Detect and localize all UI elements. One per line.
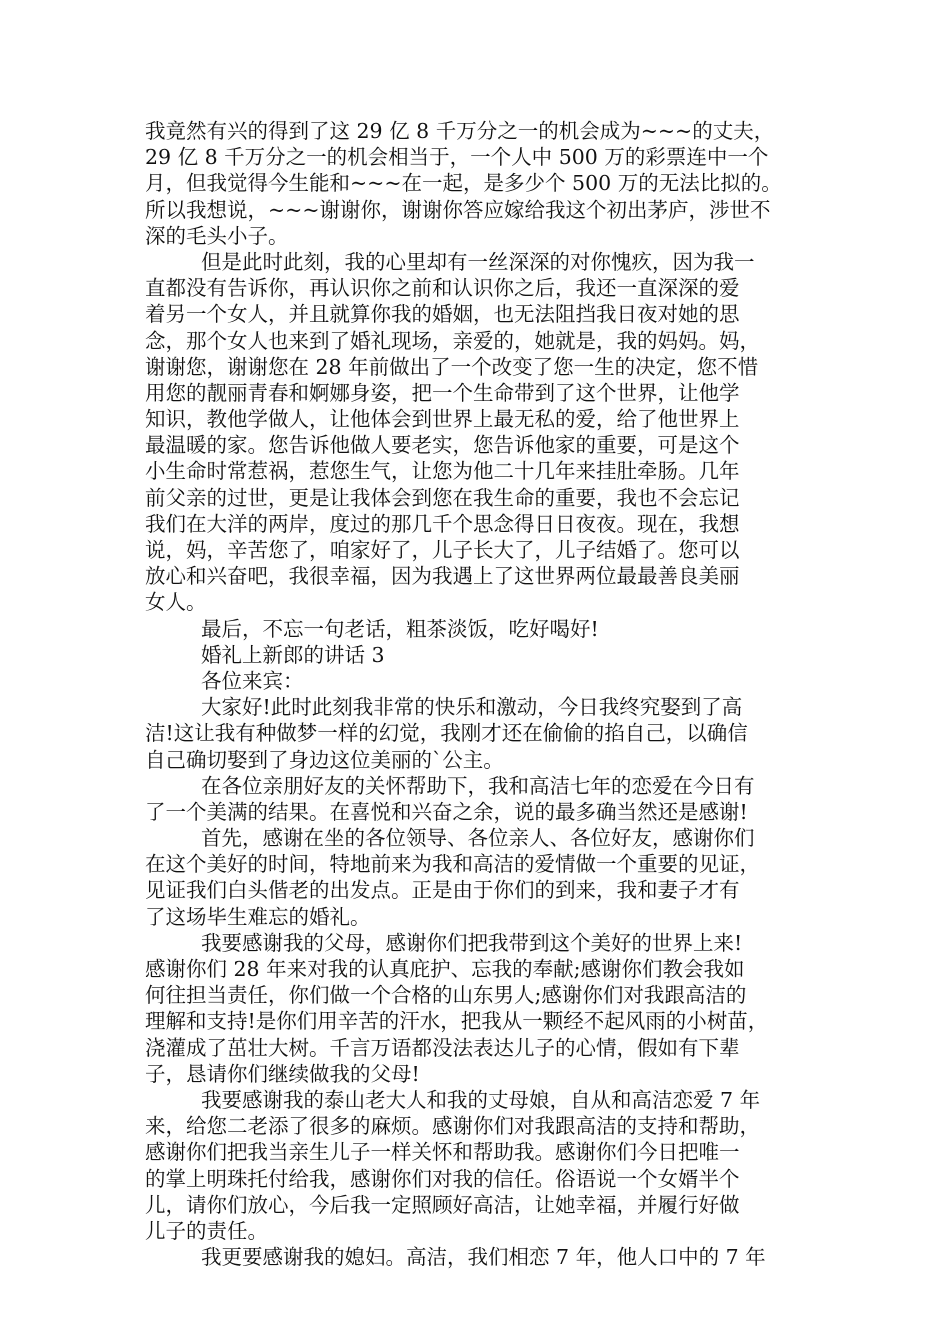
text-line: 前父亲的过世，更是让我体会到您在我生命的重要，我也不会忘记 [145,485,740,510]
text-line: 大家好!此时此刻我非常的快乐和激动，今日我终究娶到了高 [201,695,743,720]
text-line: 儿子的责任。 [145,1218,268,1243]
text-line: 我们在大洋的两岸，度过的那几千个思念得日日夜夜。现在，我想 [145,511,740,536]
text-line: 了这场毕生难忘的婚礼。 [145,904,371,929]
text-line: 所以我想说，~~~谢谢你，谢谢你答应嫁给我这个初出茅庐，涉世不 [145,197,771,222]
text-line: 深的毛头小子。 [145,223,289,248]
text-line: 见证我们白头偕老的出发点。正是由于你们的到来，我和妻子才有 [145,878,740,903]
text-line: 理解和支持!是你们用辛苦的汗水，把我从一颗经不起风雨的小树苗， [145,1009,769,1034]
text-line: 儿，请你们放心，今后我一定照顾好高洁，让她幸福，并履行好做 [145,1192,740,1217]
text-line: 在这个美好的时间，特地前来为我和高洁的爱情做一个重要的见证， [145,852,760,877]
text-line: 浇灌成了茁壮大树。千言万语都没法表达儿子的心情，假如有下辈 [145,1035,740,1060]
text-line: 自己确切娶到了身边这位美丽的`公主。 [145,747,504,772]
text-line: 但是此时此刻，我的心里却有一丝深深的对你愧疚，因为我一 [201,249,755,274]
text-line: 知识，教他学做人，让他体会到世界上最无私的爱，给了他世界上 [145,407,740,432]
text-line: 最后，不忘一句老话，粗茶淡饭，吃好喝好! [201,616,599,641]
document-body [145,118,810,1270]
text-line: 了一个美满的结果。在喜悦和兴奋之余，说的最多确当然还是感谢! [145,799,748,824]
text-line: 在各位亲朋好友的关怀帮助下，我和高洁七年的恋爱在今日有 [201,773,755,798]
text-line: 29 亿 8 千万分之一的机会相当于，一个人中 500 万的彩票连中一个 [145,145,769,170]
text-line: 谢谢您，谢谢您在 28 年前做出了一个改变了您一生的决定，您不惜 [145,354,759,379]
text-line: 小生命时常惹祸，惹您生气，让您为他二十几年来挂肚牵肠。几年 [145,459,740,484]
text-line: 月，但我觉得今生能和~~~在一起，是多少个 500 万的无法比拟的。 [145,171,782,196]
text-line: 我要感谢我的父母，感谢你们把我带到这个美好的世界上来! [201,930,743,955]
text-line: 感谢你们 28 年来对我的认真庇护、忘我的奉献;感谢你们教会我如 [145,957,745,981]
text-line: 我竟然有兴的得到了这 29 亿 8 千万分之一的机会成为~~~的丈夫， [145,119,775,143]
text-line: 何往担当责任，你们做一个合格的山东男人;感谢你们对我跟高洁的 [145,983,747,1008]
text-line: 子，恳请你们继续做我的父母! [145,1061,420,1086]
text-line: 首先，感谢在坐的各位领导、各位亲人、各位好友，感谢你们 [201,826,755,851]
text-line: 说，妈，辛苦您了，咱家好了，儿子长大了，儿子结婚了。您可以 [145,538,740,562]
text-line: 洁!这让我有种做梦一样的幻觉，我刚才还在偷偷的掐自己，以确信 [145,721,748,746]
text-line: 最温暖的家。您告诉他做人要老实，您告诉他家的重要，可是这个 [145,433,740,458]
text-line: 放心和兴奋吧，我很幸福，因为我遇上了这世界两位最最善良美丽 [145,564,740,589]
text-line: 我要感谢我的泰山老大人和我的丈母娘，自从和高洁恋爱 7 年 [201,1087,761,1112]
text-line: 着另一个女人，并且就算你我的婚姻，也无法阻挡我日夜对她的思 [145,302,740,327]
text-line: 来，给您二老添了很多的麻烦。感谢你们对我跟高洁的支持和帮助， [145,1114,760,1139]
text-line: 直都没有告诉你，再认识你之前和认识你之后，我还一直深深的爱 [145,276,740,301]
text-line: 用您的靓丽青春和婀娜身姿，把一个生命带到了这个世界，让他学 [145,380,740,405]
text-line: 女人。 [145,590,207,615]
text-line: 各位来宾： [201,668,304,693]
text-line: 的掌上明珠托付给我，感谢你们对我的信任。俗语说一个女婿半个 [145,1166,740,1191]
text-line: 我更要感谢我的媳妇。高洁，我们相恋 7 年，他人口中的 7 年 [201,1245,766,1270]
text-line: 感谢你们把我当亲生儿子一样关怀和帮助我。感谢你们今日把唯一 [145,1140,740,1165]
text-line: 念，那个女人也来到了婚礼现场，亲爱的，她就是，我的妈妈。妈， [145,328,760,353]
text-line: 婚礼上新郎的讲话 3 [201,642,385,667]
